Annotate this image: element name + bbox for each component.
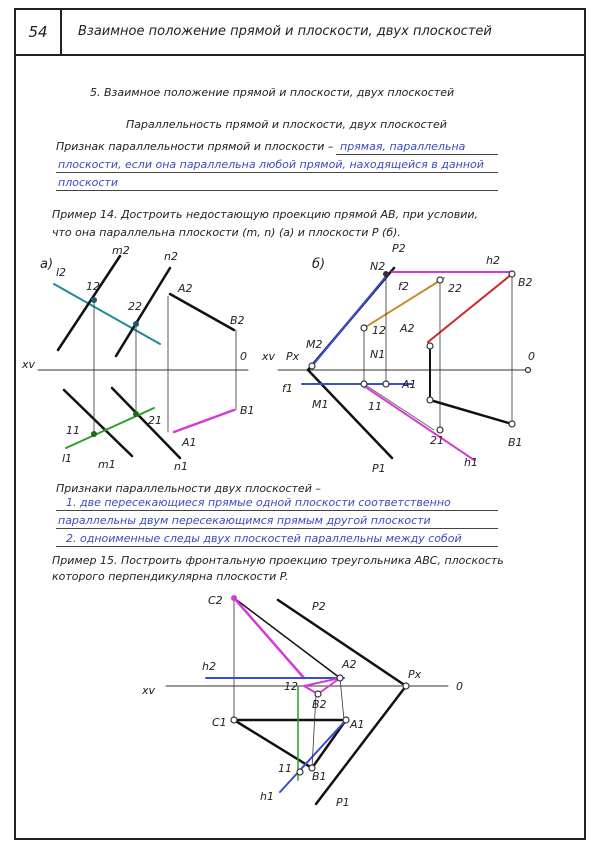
example-14-line-1: Пример 14. Достроить недостающую проекцию прямой АВ, при условии, — [52, 208, 478, 221]
label-B1-b: B1 — [508, 436, 523, 449]
label-12-b: 12 — [372, 324, 386, 337]
label-12-c: 12 — [284, 680, 298, 693]
point-12 — [91, 297, 97, 303]
line-h1 — [364, 386, 474, 460]
point-21 — [437, 427, 443, 433]
label-A2-c: A2 — [342, 658, 357, 671]
figure-b — [278, 268, 531, 460]
line-plane-definition-1: прямая, параллельна — [340, 140, 466, 153]
point-A1 — [343, 717, 349, 723]
section-subheading: Параллельность прямой и плоскости, двух плоскостей — [126, 118, 447, 131]
label-P1-c: P1 — [336, 796, 350, 809]
label-11-c: 11 — [278, 762, 292, 775]
point-C1 — [231, 717, 237, 723]
point-22 — [133, 321, 139, 327]
label-11-b: 11 — [368, 400, 382, 413]
header-title: Взаимное положение прямой и плоскости, двух плоскостей — [78, 24, 492, 39]
label-B2-b: B2 — [518, 276, 533, 289]
segment-A1B1 — [174, 410, 234, 432]
label-B2: B2 — [230, 314, 245, 327]
fig-b-label: б) — [312, 257, 326, 272]
line-m2 — [58, 256, 120, 350]
label-22-b: 22 — [448, 282, 462, 295]
line-plane-definition-2: плоскости, если она параллельна любой прямой, находящейся в данной — [58, 158, 484, 171]
point-B2 — [509, 271, 515, 277]
link-line-A — [340, 678, 344, 720]
label-x-b: xv — [262, 350, 276, 363]
point-11 — [361, 381, 367, 387]
label-A2: A2 — [178, 282, 193, 295]
label-B1-c: B1 — [312, 770, 327, 783]
point-22 — [437, 277, 443, 283]
label-C1: C1 — [212, 716, 227, 729]
section-heading: 5. Взаимное положение прямой и плоскости, двух плоскостей — [90, 86, 455, 99]
label-h2: h2 — [486, 254, 500, 267]
line-l2 — [54, 284, 160, 344]
label-M1: M1 — [312, 398, 329, 411]
point-A2 — [337, 675, 343, 681]
planes-criterion-2: 2. одноименные следы двух плоскостей параллельны между собой — [66, 532, 462, 545]
label-M2: M2 — [306, 338, 323, 351]
point-B1 — [509, 421, 515, 427]
label-h2-c: h2 — [202, 660, 216, 673]
example-14-line-2: что она параллельна плоскости (m, n) (a) и плоскости P (б). — [52, 226, 401, 239]
label-l2: l2 — [56, 266, 67, 279]
segment-A2B2 — [428, 274, 512, 342]
point-B2 — [315, 691, 321, 697]
point-A1 — [427, 397, 433, 403]
planes-criterion-label: Признаки параллельности двух плоскостей – — [56, 482, 321, 495]
point-11 — [91, 431, 97, 437]
label-Px-c: Px — [408, 668, 422, 681]
label-11: 11 — [66, 424, 80, 437]
point-21 — [133, 411, 139, 417]
label-A1-b: A1 — [402, 378, 417, 391]
point-12 — [361, 325, 367, 331]
segment-C1B1 — [234, 720, 312, 768]
line-n2 — [116, 268, 170, 356]
label-12: 12 — [86, 280, 100, 293]
example-15-line-2: которого перпендикулярна плоскости P. — [52, 570, 289, 583]
label-f1: f1 — [282, 382, 293, 395]
label-P1-b: P1 — [372, 462, 386, 475]
line-plane-definition-3: плоскости — [58, 176, 118, 189]
label-x-a: xv — [22, 358, 36, 371]
figure-c — [166, 595, 448, 804]
label-m1: m1 — [98, 458, 116, 471]
label-P2-c: P2 — [312, 600, 326, 613]
label-m2: m2 — [112, 244, 130, 257]
label-f2: f2 — [398, 280, 409, 293]
example-15-line-1: Пример 15. Построить фронтальную проекцию треугольника АВС, плоскость — [52, 554, 504, 567]
planes-criterion-1a: 1. две пересекающиеся прямые одной плоскости соответственно — [66, 496, 451, 509]
segment-A2B2 — [170, 294, 234, 330]
label-B2-c: B2 — [312, 698, 327, 711]
point-M2 — [309, 363, 315, 369]
label-N2: N2 — [370, 260, 386, 273]
line-plane-criterion-label: Признак параллельности прямой и плоскости – — [56, 140, 334, 153]
label-21-b: 21 — [430, 434, 444, 447]
segment-A1B1 — [430, 400, 512, 424]
label-A1-c: A1 — [350, 718, 365, 731]
label-A2-b: A2 — [400, 322, 415, 335]
label-21: 21 — [148, 414, 162, 427]
label-n1: n1 — [174, 460, 188, 473]
fig-a-label: a) — [40, 257, 54, 272]
point-Px — [403, 683, 409, 689]
label-O-a: 0 — [240, 350, 247, 363]
point-N1 — [383, 381, 389, 387]
label-Px-b: Px — [286, 350, 300, 363]
trace-P2 — [278, 600, 406, 686]
label-h1-b: h1 — [464, 456, 478, 469]
planes-criterion-1b: параллельны двум пересекающимся прямым другой плоскости — [58, 514, 431, 527]
label-O-b: 0 — [528, 350, 535, 363]
point-A2 — [427, 343, 433, 349]
page-number: 54 — [16, 10, 62, 54]
label-l1: l1 — [62, 452, 73, 465]
point-O — [526, 368, 531, 373]
label-O-c: 0 — [456, 680, 463, 693]
point-11 — [297, 769, 303, 775]
label-B1: B1 — [240, 404, 255, 417]
label-h1-c: h1 — [260, 790, 274, 803]
label-C2: C2 — [208, 594, 223, 607]
label-x-c: xv — [142, 684, 156, 697]
label-n2: n2 — [164, 250, 178, 263]
label-A1: A1 — [182, 436, 197, 449]
point-C2 — [231, 595, 237, 601]
label-P2: P2 — [392, 242, 406, 255]
segment-A1B1 — [312, 720, 346, 768]
label-N1: N1 — [370, 348, 386, 361]
label-22: 22 — [128, 300, 142, 313]
